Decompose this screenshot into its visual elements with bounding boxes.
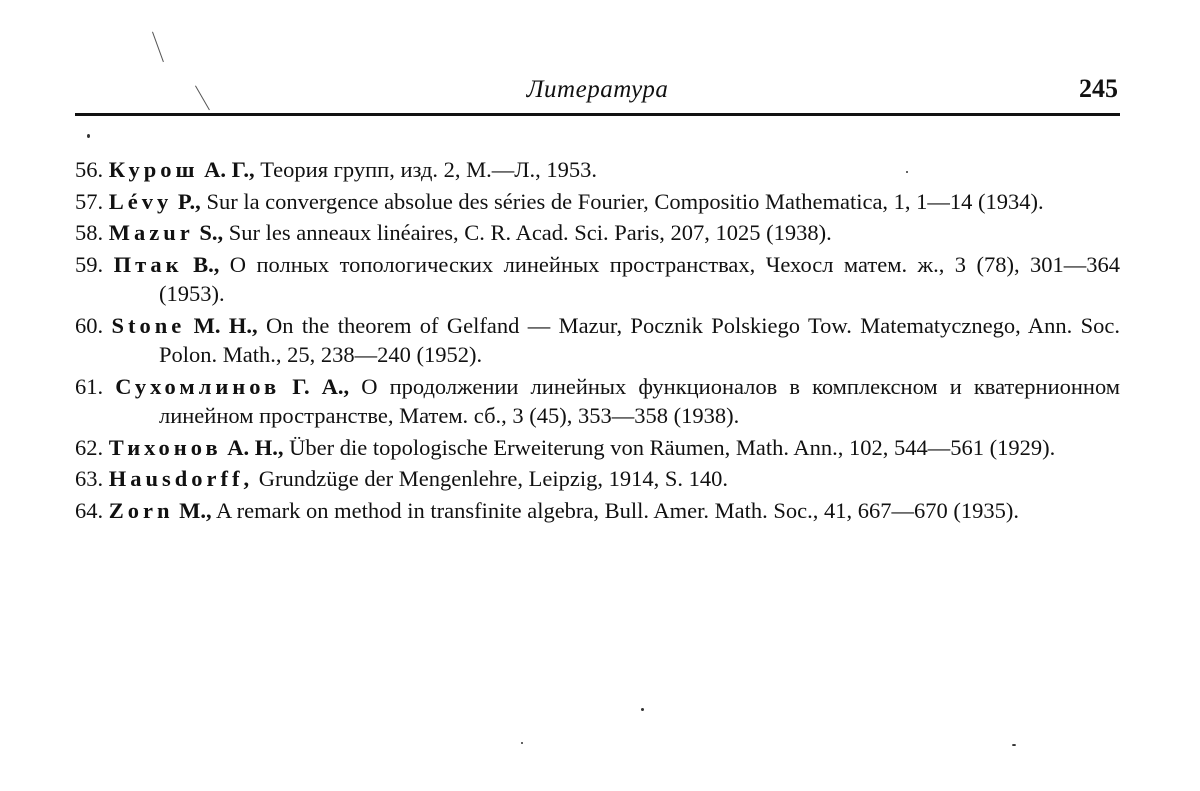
reference-text: Sur les anneaux linéaires, C. R. Acad. Sci. Paris, 207, 1025 (1938).	[228, 220, 832, 245]
running-head-title: Литература	[526, 76, 669, 103]
reference-author: Zorn	[108, 497, 174, 523]
reference-text: Sur la convergence absolue des séries de Fourier, Compositio Mathematica, 1, 1—14 (1934).	[206, 188, 1044, 214]
header-rule	[75, 113, 1120, 116]
reference-number: 57.	[75, 188, 104, 214]
reference-number: 58.	[75, 220, 104, 245]
reference-item	[75, 187, 1120, 217]
reference-number: 56.	[75, 157, 104, 182]
reference-number: 63.	[75, 466, 104, 491]
reference-item	[75, 250, 1120, 309]
reference-initials: А. Г.,	[204, 157, 255, 182]
reference-number: 64.	[75, 497, 104, 523]
reference-initials: Г. А.,	[292, 373, 350, 399]
reference-item	[75, 372, 1120, 431]
reference-text: A remark on method in transfinite algebra, Bull. Amer. Math. Soc., 41, 667—670 (1935).	[216, 497, 1020, 523]
reference-text: О полных топологических линейных пространствах, Чехосл матем. ж., 3 (78), 301—364 (1953).	[159, 251, 1121, 306]
reference-item	[75, 311, 1120, 370]
reference-text: О продолжении линейных функционалов в комплексном и кватернионном линейном пространстве, Матем. сб., 3 (45), 353—358 (1938).	[159, 373, 1121, 428]
scan-scratch	[152, 32, 164, 62]
reference-number: 59.	[75, 251, 104, 277]
reference-number: 62.	[75, 434, 104, 460]
reference-author: Птак	[113, 251, 183, 277]
reference-initials: M. H.,	[193, 312, 258, 338]
reference-initials: P.,	[177, 188, 201, 214]
reference-item	[75, 496, 1120, 526]
reference-list	[75, 155, 1120, 527]
reference-initials: В.,	[193, 251, 220, 277]
running-head	[75, 72, 1120, 108]
reference-text: Über die topologische Erweiterung von Räumen, Math. Ann., 102, 544—561 (1929).	[289, 434, 1056, 460]
scan-speck	[906, 171, 908, 173]
reference-text: Grundzüge der Mengenlehre, Leipzig, 1914, S. 140.	[258, 466, 729, 491]
reference-initials: S.,	[199, 220, 224, 245]
reference-item	[75, 464, 1120, 494]
reference-text: On the theorem of Gelfand — Mazur, Pocznik Polskiego Tow. Matematycznego, Ann. Soc. Polon. Math., 25, 238—240 (1952).	[159, 312, 1121, 367]
reference-text: Теория групп, изд. 2, М.—Л., 1953.	[260, 157, 598, 182]
reference-author: Тихонов	[108, 434, 222, 460]
reference-author: Hausdorff,	[108, 466, 254, 491]
scan-speck	[1012, 744, 1016, 746]
reference-item	[75, 155, 1120, 185]
reference-author: Lévy	[108, 188, 173, 214]
reference-author: Сухомлинов	[115, 373, 281, 399]
reference-item	[75, 218, 1120, 248]
reference-initials: А. Н.,	[227, 434, 284, 460]
reference-author: Stone	[111, 312, 186, 338]
scan-speck	[641, 708, 644, 711]
reference-item	[75, 433, 1120, 463]
reference-author: Курош	[108, 157, 199, 182]
scan-speck	[521, 742, 523, 744]
reference-number: 60.	[75, 312, 104, 338]
reference-initials: M.,	[179, 497, 212, 523]
reference-number: 61.	[75, 373, 104, 399]
scan-speck	[87, 134, 90, 138]
page-number: 245	[1079, 74, 1118, 103]
reference-author: Mazur	[108, 220, 194, 245]
